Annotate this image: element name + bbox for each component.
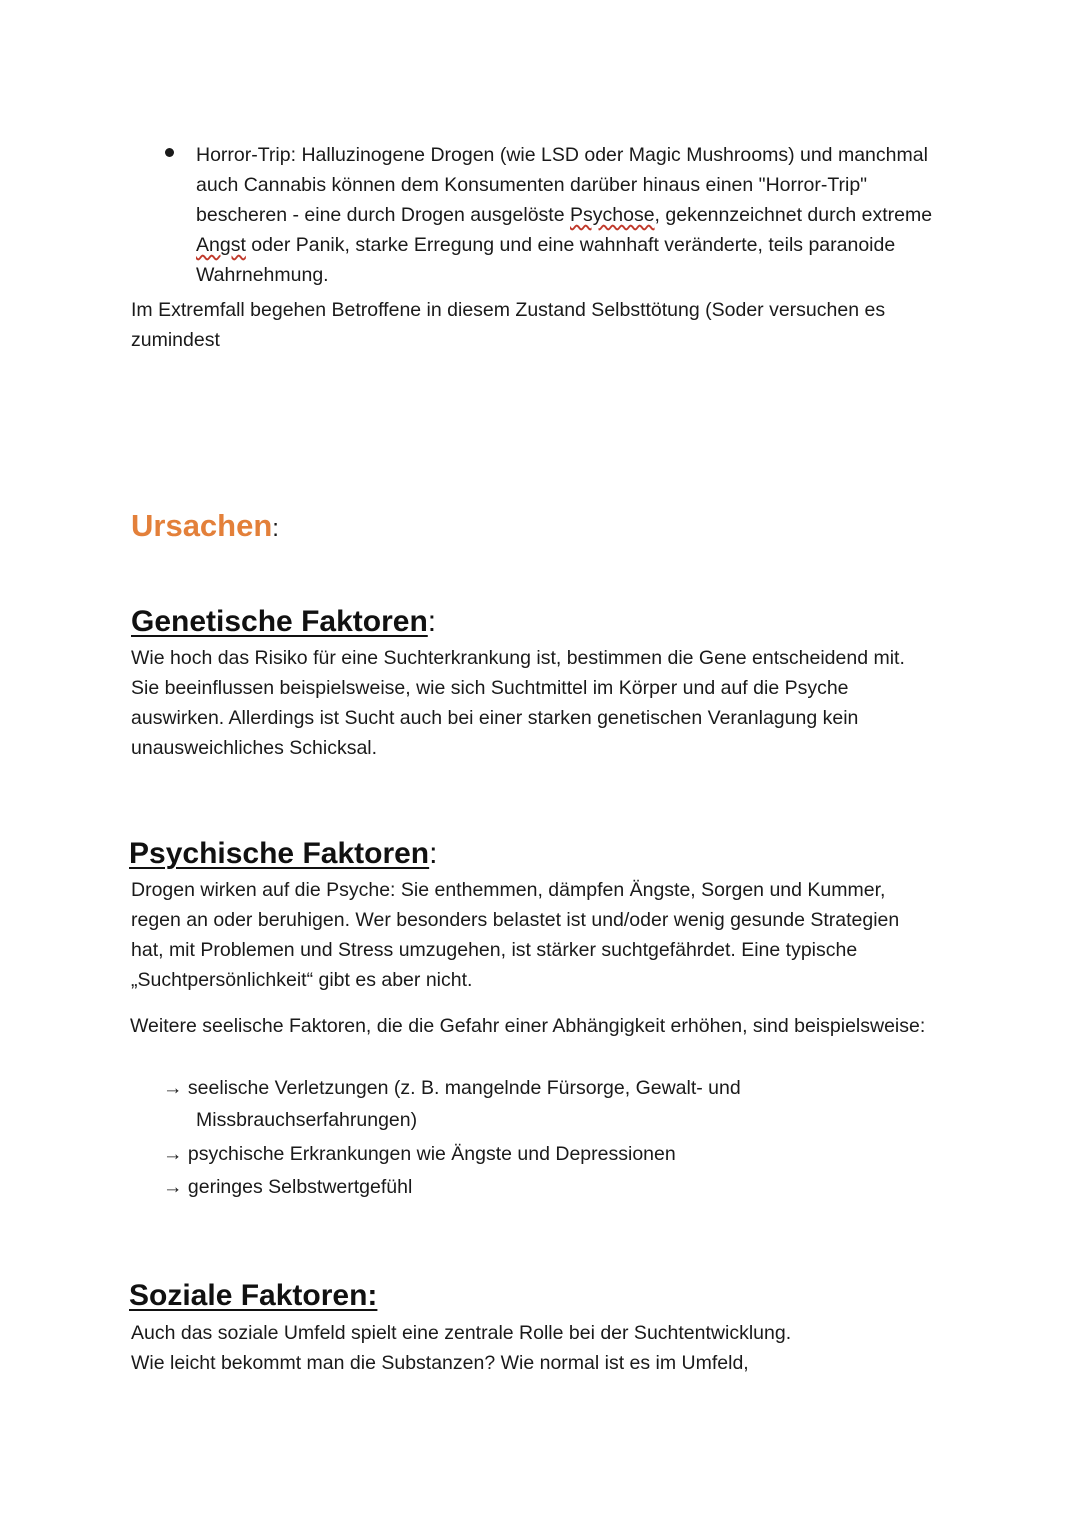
further-factors-paragraph: Weitere seelische Faktoren, die die Gefahr einer Abhängigkeit erhöhen, sind beispielsweise: xyxy=(130,1015,926,1037)
paragraph-line: unausweichliches Schicksal. xyxy=(131,737,378,759)
heading-title: Soziale Faktoren: xyxy=(129,1279,378,1312)
heading-colon: : xyxy=(427,605,437,638)
ursachen-colon: : xyxy=(272,515,279,542)
list-item-text: → psychische Erkrankungen wie Ängste und Depressionen xyxy=(163,1143,676,1165)
paragraph-line: hat, mit Problemen und Stress umzugehen, ist stärker suchtgefährdet. Eine typische xyxy=(131,939,858,961)
list-item-continuation: Missbrauchserfahrungen) xyxy=(196,1109,418,1131)
paragraph-line: Auch das soziale Umfeld spielt eine zentrale Rolle bei der Suchtentwicklung. xyxy=(131,1322,792,1344)
bullet-text: oder Panik, starke Erregung und eine wahnhaft veränderte, teils paranoide xyxy=(245,234,896,256)
list-item xyxy=(163,1172,863,1202)
list-item-text: → seelische Verletzungen (z. B. mangelnde Fürsorge, Gewalt- und xyxy=(163,1077,741,1099)
bullet-text: , gekennzeichnet durch extreme xyxy=(654,204,933,226)
heading-title: Genetische Faktoren xyxy=(131,605,428,638)
soziale-faktoren-paragraph xyxy=(131,1318,951,1378)
paragraph-line: auswirken. Allerdings ist Sucht auch bei einer starken genetischen Veranlagung kein xyxy=(131,707,859,729)
extreme-case-paragraph xyxy=(131,295,951,355)
paragraph-line: Im Extremfall begehen Betroffene in diesem Zustand Selbsttötung (Soder versuchen es xyxy=(131,299,886,321)
bullet-text: bescheren - eine durch Drogen ausgelöste xyxy=(196,204,570,226)
list-item xyxy=(163,1139,863,1169)
heading-title: Psychische Faktoren xyxy=(129,837,430,870)
bullet-marker xyxy=(165,148,174,157)
psychische-faktoren-paragraph xyxy=(131,875,951,995)
bullet-line: auch Cannabis können dem Konsumenten darüber hinaus einen "Horror-Trip" xyxy=(196,174,868,196)
paragraph-line: Wie leicht bekommt man die Substanzen? Wie normal ist es im Umfeld, xyxy=(131,1352,749,1374)
bullet-line: Horror-Trip: Halluzinogene Drogen (wie LSD oder Magic Mushrooms) und manchmal xyxy=(196,144,928,166)
spellcheck-word-angst: Angst xyxy=(196,234,246,256)
list-item xyxy=(163,1073,863,1135)
horror-trip-bullet xyxy=(196,140,956,290)
ursachen-title: Ursachen xyxy=(131,508,273,543)
bullet-line xyxy=(196,230,956,260)
heading-colon: : xyxy=(429,837,438,870)
spellcheck-word-psychose: Psychose xyxy=(570,204,655,226)
paragraph-line: Wie hoch das Risiko für eine Suchterkrankung ist, bestimmen die Gene entscheidend mit. xyxy=(131,647,905,669)
soziale-faktoren-heading xyxy=(129,1276,377,1316)
psychische-faktoren-heading xyxy=(129,834,437,874)
paragraph-line: „Suchtpersönlichkeit“ gibt es aber nicht. xyxy=(131,969,473,991)
ursachen-heading xyxy=(131,506,279,549)
list-item-text: → geringes Selbstwertgefühl xyxy=(163,1176,413,1198)
genetische-faktoren-heading xyxy=(131,602,436,642)
paragraph-line: Sie beeinflussen beispielsweise, wie sich Suchtmittel im Körper und auf die Psyche xyxy=(131,677,849,699)
paragraph-line: zumindest xyxy=(131,329,220,351)
genetische-faktoren-paragraph xyxy=(131,643,951,763)
bullet-line: Wahrnehmung. xyxy=(196,264,329,286)
paragraph-line: Drogen wirken auf die Psyche: Sie enthemmen, dämpfen Ängste, Sorgen und Kummer, xyxy=(131,879,886,901)
paragraph-line: regen an oder beruhigen. Wer besonders belastet ist und/oder wenig gesunde Strategien xyxy=(131,909,900,931)
bullet-line xyxy=(196,200,956,230)
